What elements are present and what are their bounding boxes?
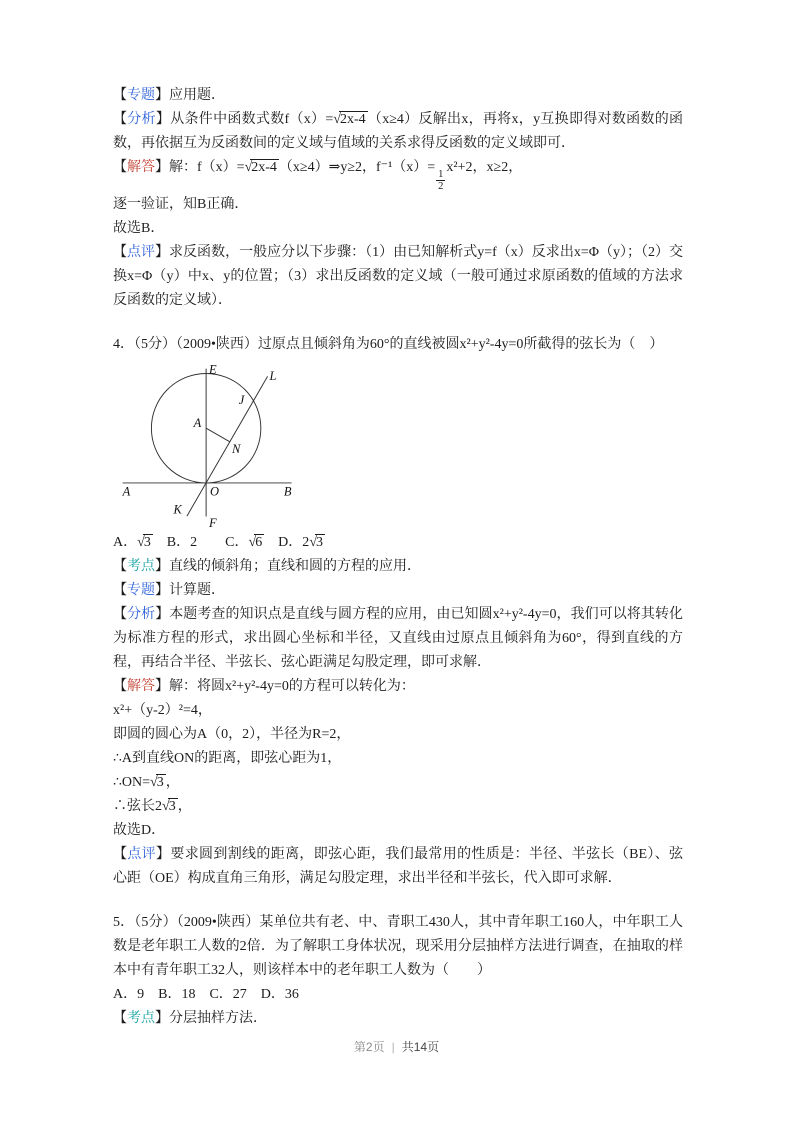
p4-answer-line <box>113 819 683 843</box>
bracket-open: 【 <box>113 678 127 694</box>
tag-dianping <box>113 847 170 862</box>
p3-analysis <box>113 108 683 156</box>
text-segment: D．2 <box>264 534 310 550</box>
text-segment: ， <box>177 798 192 814</box>
bracket-open: 【 <box>113 606 128 622</box>
text-segment: （x≥4）⇒y≥2，f⁻¹（x）= <box>278 160 436 175</box>
label-center-A: A <box>193 416 202 431</box>
tag-jieda <box>113 160 169 175</box>
sqrt-expression <box>137 535 153 550</box>
text-segment: ∴A到直线ON的距离，即弦心距为1， <box>113 750 342 766</box>
label-axis-A: A <box>122 484 131 499</box>
secant-line <box>187 376 268 516</box>
p4-comment <box>113 843 683 891</box>
p4-options <box>113 531 683 555</box>
tag-label: 点评 <box>127 244 156 260</box>
label-O: O <box>209 484 219 499</box>
bracket-open: 【 <box>113 244 128 260</box>
radical-sign-icon: √ <box>309 534 317 550</box>
radical-sign-icon: √ <box>162 798 170 814</box>
text-segment: 要求圆到割线的距离，即弦心距，我们最常用的性质是：半径、半弦长（BE）、弦心距（OE）构成直角三角形，满足勾股定理，求出半径和半弦长，代入即可求解． <box>113 846 684 886</box>
bracket-close: 】 <box>155 678 169 694</box>
text-segment: A．9 B．18 C．27 D．36 <box>113 986 299 1002</box>
p3-topic-line <box>113 84 683 108</box>
page-content <box>113 84 683 1031</box>
tag-fenxi <box>113 112 170 127</box>
text-segment: A． <box>113 534 138 550</box>
tag-label: 解答 <box>127 160 155 175</box>
label-E: E <box>209 362 217 377</box>
bracket-open: 【 <box>113 88 127 103</box>
radical-sign-icon: √ <box>333 112 341 127</box>
p3-solution <box>113 156 683 193</box>
footer-separator: | <box>391 1040 395 1054</box>
text-segment: 应用题． <box>169 88 225 103</box>
label-N: N <box>232 442 241 457</box>
text-segment: 5．（5分）（2009•陕西）某单位共有老、中、青职工430人，其中青年职工160人，中年职工人数是老年职工人数的2倍．为了解职工身体状况，现采用分层抽样方法进行调查，在抽取的样本中有青年职工32人，则该样本中的老年职工人数为（ ） <box>113 914 683 978</box>
p3-comment <box>113 241 683 313</box>
text-segment: 求反函数，一般应分以下步骤：（1）由已知解析式y=f（x）反求出x=Φ（y）；（2）交换x=Φ（y）中x、y的位置；（3）求出反函数的定义域（一般可通过求原函数的值域的方法求反函数的定义域）． <box>113 244 684 308</box>
sqrt-expression <box>150 775 166 790</box>
p5-stem <box>113 911 683 983</box>
label-F: F <box>209 515 217 529</box>
bracket-close: 】 <box>155 244 170 260</box>
text-segment: 即圆的圆心为A（0，2），半径为R=2， <box>113 726 351 742</box>
fraction-denominator: 2 <box>438 181 444 193</box>
radicand: 3 <box>316 534 323 550</box>
text-segment: 逐一验证，知B正确． <box>113 196 249 212</box>
radical-sign-icon: √ <box>244 160 253 175</box>
tag-jieda <box>113 679 169 694</box>
total-pages-label: 共14页 <box>401 1040 440 1054</box>
tag-zhuanti <box>113 583 169 598</box>
bracket-close: 】 <box>155 606 170 622</box>
p4-on-line <box>113 771 683 795</box>
sqrt-expression <box>309 535 325 550</box>
text-segment: 计算题． <box>169 582 225 598</box>
radical-sign-icon: √ <box>150 774 158 790</box>
fraction-numerator: 1 <box>438 168 444 180</box>
radicand: 3 <box>168 798 176 814</box>
tag-label: 分析 <box>127 112 156 127</box>
p5-kaodian <box>113 1007 683 1031</box>
p4-zhuanti <box>113 579 683 603</box>
radical-sign-icon: √ <box>137 534 145 550</box>
bracket-open: 【 <box>113 558 127 574</box>
text-segment: （x≥4）反解出x，再将x，y互换即得对数函数的函数，再依据互为反函数间的定义域与值域的关系求得反函数的定义域即可． <box>113 112 684 151</box>
tag-kaodian <box>113 1011 169 1026</box>
p4-chord-line <box>113 795 683 819</box>
label-L: L <box>269 369 277 384</box>
bracket-close: 】 <box>155 112 171 127</box>
text-segment: 解：f（x）= <box>169 160 245 175</box>
radicand: 2x-4 <box>339 112 366 127</box>
circle-chord-diagram <box>113 361 305 529</box>
text-segment: ， <box>165 774 180 790</box>
text-segment: ∴弦长2 <box>113 798 162 814</box>
sqrt-expression <box>249 535 265 550</box>
text-segment: 本题考查的知识点是直线与圆方程的应用，由已知圆x²+y²-4y=0，我们可以将其转化为标准方程的形式，求出圆心坐标和半径，又直线由过原点且倾斜角为60°，得到直线的方程，再结合半径、半弦长、弦心距满足勾股定理，即可求解． <box>113 606 683 670</box>
radius-segment-AN <box>206 428 230 442</box>
radicand: 6 <box>255 534 263 550</box>
tag-label: 专题 <box>127 88 155 103</box>
bracket-close: 】 <box>155 160 169 175</box>
bracket-close: 】 <box>156 846 171 862</box>
tag-label: 考点 <box>127 1010 155 1026</box>
sqrt-expression <box>333 112 367 127</box>
text-segment: 分层抽样方法． <box>169 1010 267 1026</box>
tag-label: 解答 <box>127 678 155 694</box>
p4-solution-intro <box>113 675 683 699</box>
radicand: 2x-4 <box>251 160 277 175</box>
label-B: B <box>283 484 292 499</box>
label-K: K <box>173 502 182 517</box>
tag-label: 考点 <box>127 558 155 574</box>
bracket-close: 】 <box>155 582 169 598</box>
tag-label: 点评 <box>127 846 157 862</box>
tag-kaodian <box>113 559 169 574</box>
fraction <box>436 169 445 193</box>
p3-verify-line <box>113 193 683 217</box>
radical-sign-icon: √ <box>248 534 257 550</box>
radicand: 3 <box>143 534 151 550</box>
radicand: 3 <box>156 774 164 790</box>
text-segment: 直线的倾斜角；直线和圆的方程的应用． <box>169 558 421 574</box>
p4-analysis <box>113 603 683 675</box>
tag-zhuanti <box>113 88 169 103</box>
p4-distance-line <box>113 747 683 771</box>
p4-center-line <box>113 723 683 747</box>
text-segment: B．2 C． <box>152 534 249 550</box>
tag-label: 专题 <box>127 582 155 598</box>
bracket-open: 【 <box>113 160 127 175</box>
diagram-container <box>113 361 683 529</box>
text-segment: ∴ON= <box>113 774 151 790</box>
bracket-open: 【 <box>113 846 128 862</box>
p4-equation-1 <box>113 699 683 723</box>
sqrt-expression <box>162 799 178 814</box>
text-segment: 故选D． <box>113 822 166 838</box>
tag-label: 分析 <box>127 606 156 622</box>
label-J: J <box>238 393 245 408</box>
sqrt-expression <box>245 160 279 175</box>
page-footer <box>0 1038 793 1055</box>
p3-answer-line <box>113 217 683 241</box>
text-segment: 从条件中函数式数f（x）= <box>170 112 334 127</box>
p4-stem <box>113 333 683 357</box>
bracket-open: 【 <box>113 582 127 598</box>
tag-dianping <box>113 245 169 260</box>
text-segment: 故选B． <box>113 220 165 236</box>
p5-options <box>113 983 683 1007</box>
bracket-open: 【 <box>113 1010 127 1026</box>
bracket-close: 】 <box>155 1010 169 1026</box>
p4-kaodian <box>113 555 683 579</box>
current-page-label: 第2页 <box>353 1040 385 1054</box>
text-segment: 4．（5分）（2009•陕西）过原点且倾斜角为60°的直线被圆x²+y²-4y=0所截得的弦长为（ ） <box>113 336 664 352</box>
text-segment: x²+（y-2）²=4， <box>113 702 212 718</box>
bracket-close: 】 <box>155 558 169 574</box>
bracket-close: 】 <box>155 88 169 103</box>
text-segment: 解：将圆x²+y²-4y=0的方程可以转化为： <box>169 678 415 694</box>
bracket-open: 【 <box>113 112 128 127</box>
tag-fenxi <box>113 607 169 622</box>
text-segment: x²+2，x≥2， <box>446 160 523 175</box>
